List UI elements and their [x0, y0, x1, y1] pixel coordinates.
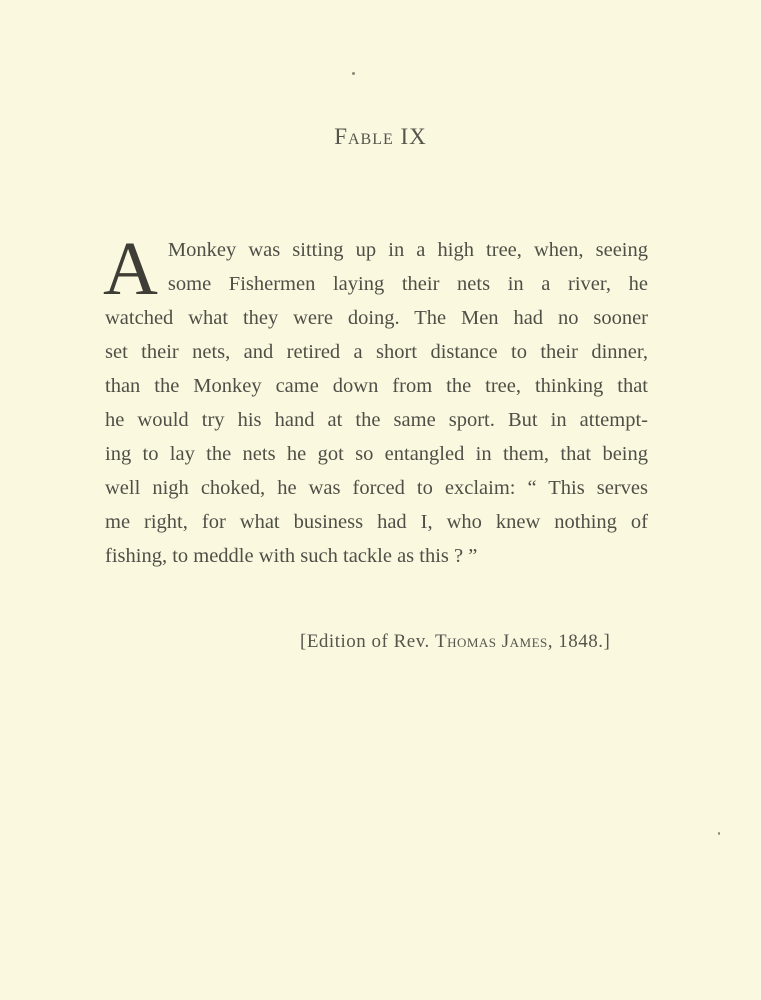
edition-citation: [0, 631, 761, 653]
text-line: watched what they were doing. The Men had no sooner: [105, 307, 648, 329]
citation-year: 1848.]: [558, 631, 611, 652]
drop-cap: A: [103, 227, 158, 311]
citation-prefix: [Edition of Rev.: [300, 631, 430, 652]
text-line: set their nets, and retired a short distance to their dinner,: [105, 341, 648, 363]
text-line: ing to lay the nets he got so entangled in them, that being: [105, 443, 648, 465]
text-line: me right, for what business had I, who knew nothing of: [105, 511, 648, 533]
print-speck: [352, 72, 355, 75]
fable-text: [103, 227, 648, 573]
print-speck: [718, 832, 720, 835]
text-line: well nigh choked, he was forced to exclaim: “ This serves: [105, 477, 648, 499]
fable-title: Fable IX: [334, 124, 427, 149]
text-line: fishing, to meddle with such tackle as this ? ”: [105, 545, 478, 567]
citation-author: Thomas James,: [434, 631, 554, 652]
text-line: than the Monkey came down from the tree, thinking that: [105, 375, 648, 397]
text-line: some Fishermen laying their nets in a river, he: [167, 273, 648, 295]
text-line: Monkey was sitting up in a high tree, when, seeing: [167, 239, 648, 261]
text-line: he would try his hand at the same sport. But in attempt-: [105, 409, 648, 431]
